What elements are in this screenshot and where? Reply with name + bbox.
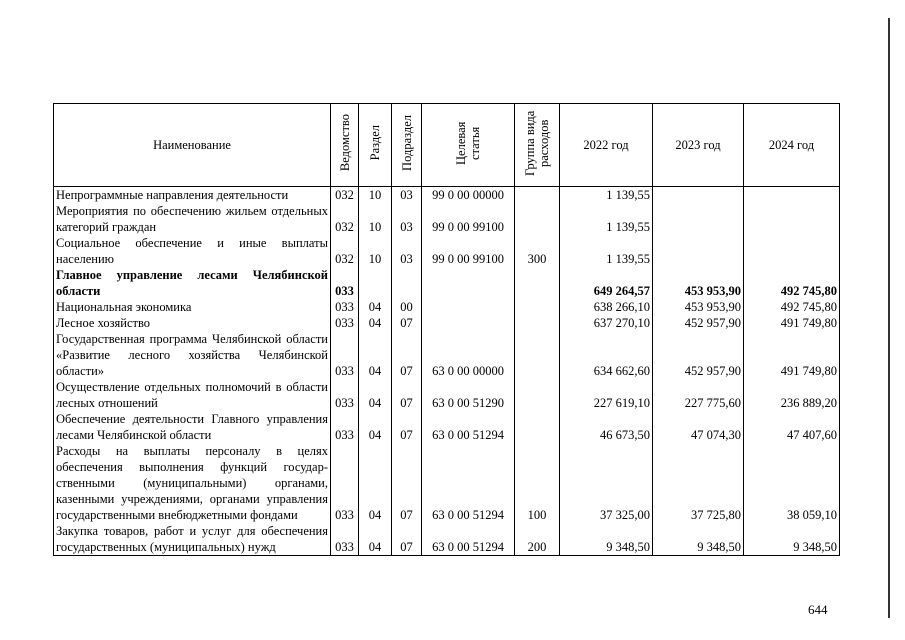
table-row bbox=[54, 187, 840, 204]
table-row bbox=[54, 523, 840, 556]
cell-podr bbox=[392, 267, 422, 299]
cell-target bbox=[422, 315, 515, 331]
cell-name: Расходы на выплаты персоналу в целях обеспечения выполнения функций государственными (муниципальными) органами, казенными учреждениями, органами управления государственными внебюджетными фондами bbox=[54, 443, 331, 523]
cell-y2022: 1 139,55 bbox=[560, 187, 653, 204]
cell-name: Национальная экономика bbox=[54, 299, 331, 315]
cell-y2024 bbox=[744, 203, 840, 235]
cell-target: 63 0 00 00000 bbox=[422, 331, 515, 379]
table-row bbox=[54, 443, 840, 523]
cell-group: 300 bbox=[515, 235, 560, 267]
cell-y2024: 47 407,60 bbox=[744, 411, 840, 443]
cell-ved: 033 bbox=[331, 523, 359, 556]
cell-name: Мероприятия по обеспечению жильем отдельных категорий граждан bbox=[54, 203, 331, 235]
cell-y2023 bbox=[653, 187, 744, 204]
cell-podr: 07 bbox=[392, 443, 422, 523]
cell-y2023: 453 953,90 bbox=[653, 299, 744, 315]
cell-podr: 07 bbox=[392, 379, 422, 411]
cell-y2023: 37 725,80 bbox=[653, 443, 744, 523]
cell-y2023: 9 348,50 bbox=[653, 523, 744, 556]
cell-razd: 04 bbox=[359, 331, 392, 379]
cell-y2022: 1 139,55 bbox=[560, 235, 653, 267]
cell-y2023: 453 953,90 bbox=[653, 267, 744, 299]
cell-ved: 032 bbox=[331, 235, 359, 267]
cell-ved: 033 bbox=[331, 315, 359, 331]
cell-ved: 032 bbox=[331, 187, 359, 204]
cell-target: 99 0 00 99100 bbox=[422, 203, 515, 235]
header-2023: 2023 год bbox=[653, 104, 744, 187]
table-row bbox=[54, 379, 840, 411]
cell-y2022: 649 264,57 bbox=[560, 267, 653, 299]
cell-podr: 07 bbox=[392, 331, 422, 379]
header-podrazdel: Подраздел bbox=[392, 104, 422, 187]
cell-y2024: 491 749,80 bbox=[744, 315, 840, 331]
cell-y2024: 9 348,50 bbox=[744, 523, 840, 556]
table-row bbox=[54, 299, 840, 315]
page-edge-line bbox=[888, 18, 890, 618]
header-name: Наименование bbox=[54, 104, 331, 187]
cell-razd: 04 bbox=[359, 315, 392, 331]
cell-y2022: 9 348,50 bbox=[560, 523, 653, 556]
cell-razd: 10 bbox=[359, 235, 392, 267]
cell-group bbox=[515, 267, 560, 299]
cell-y2023: 47 074,30 bbox=[653, 411, 744, 443]
table-row bbox=[54, 203, 840, 235]
cell-name: Главное управление лесами Челябинской области bbox=[54, 267, 331, 299]
cell-y2022: 1 139,55 bbox=[560, 203, 653, 235]
table-row bbox=[54, 315, 840, 331]
cell-target: 63 0 00 51290 bbox=[422, 379, 515, 411]
cell-target: 99 0 00 99100 bbox=[422, 235, 515, 267]
cell-razd: 04 bbox=[359, 379, 392, 411]
table-row bbox=[54, 267, 840, 299]
cell-group bbox=[515, 411, 560, 443]
cell-y2024: 492 745,80 bbox=[744, 299, 840, 315]
cell-y2023: 227 775,60 bbox=[653, 379, 744, 411]
cell-name: Обеспечение деятельности Главного управления лесами Челябинской области bbox=[54, 411, 331, 443]
cell-target: 63 0 00 51294 bbox=[422, 443, 515, 523]
cell-podr: 07 bbox=[392, 315, 422, 331]
cell-ved: 033 bbox=[331, 411, 359, 443]
cell-razd: 10 bbox=[359, 187, 392, 204]
cell-group: 200 bbox=[515, 523, 560, 556]
cell-podr: 07 bbox=[392, 523, 422, 556]
cell-target: 63 0 00 51294 bbox=[422, 411, 515, 443]
cell-razd: 10 bbox=[359, 203, 392, 235]
cell-y2023 bbox=[653, 235, 744, 267]
page-number: 644 bbox=[808, 602, 828, 617]
cell-y2022: 638 266,10 bbox=[560, 299, 653, 315]
cell-razd bbox=[359, 267, 392, 299]
cell-ved: 033 bbox=[331, 299, 359, 315]
cell-group bbox=[515, 299, 560, 315]
cell-ved: 032 bbox=[331, 203, 359, 235]
cell-name: Государственная программа Челябинской области «Развитие лесного хозяйства Челябинской области» bbox=[54, 331, 331, 379]
header-vedomstvo: Ведомство bbox=[331, 104, 359, 187]
cell-ved: 033 bbox=[331, 379, 359, 411]
cell-y2022: 37 325,00 bbox=[560, 443, 653, 523]
budget-table bbox=[53, 103, 840, 556]
header-razdel: Раздел bbox=[359, 104, 392, 187]
cell-y2023: 452 957,90 bbox=[653, 315, 744, 331]
cell-y2024: 492 745,80 bbox=[744, 267, 840, 299]
header-2024: 2024 год bbox=[744, 104, 840, 187]
cell-name: Лесное хозяйство bbox=[54, 315, 331, 331]
cell-name: Непрограммные направления деятельности bbox=[54, 187, 331, 204]
cell-name: Социальное обеспечение и иные выплаты населению bbox=[54, 235, 331, 267]
cell-razd: 04 bbox=[359, 523, 392, 556]
cell-ved: 033 bbox=[331, 331, 359, 379]
cell-y2023 bbox=[653, 203, 744, 235]
cell-y2024: 236 889,20 bbox=[744, 379, 840, 411]
cell-podr: 03 bbox=[392, 187, 422, 204]
cell-podr: 03 bbox=[392, 235, 422, 267]
cell-target: 63 0 00 51294 bbox=[422, 523, 515, 556]
cell-group bbox=[515, 331, 560, 379]
cell-group bbox=[515, 187, 560, 204]
cell-razd: 04 bbox=[359, 411, 392, 443]
cell-y2022: 634 662,60 bbox=[560, 331, 653, 379]
header-target: Целевая статья bbox=[422, 104, 515, 187]
cell-podr: 07 bbox=[392, 411, 422, 443]
cell-razd: 04 bbox=[359, 299, 392, 315]
cell-podr: 03 bbox=[392, 203, 422, 235]
cell-y2024: 491 749,80 bbox=[744, 331, 840, 379]
cell-name: Осуществление отдельных полномочий в области лесных отношений bbox=[54, 379, 331, 411]
cell-podr: 00 bbox=[392, 299, 422, 315]
cell-ved: 033 bbox=[331, 267, 359, 299]
cell-group: 100 bbox=[515, 443, 560, 523]
cell-y2023: 452 957,90 bbox=[653, 331, 744, 379]
cell-name: Закупка товаров, работ и услуг для обеспечения государственных (муниципальных) нужд bbox=[54, 523, 331, 556]
table-header-row bbox=[54, 104, 840, 187]
cell-y2024 bbox=[744, 187, 840, 204]
cell-target bbox=[422, 299, 515, 315]
header-2022: 2022 год bbox=[560, 104, 653, 187]
cell-y2024: 38 059,10 bbox=[744, 443, 840, 523]
table-row bbox=[54, 411, 840, 443]
cell-group bbox=[515, 203, 560, 235]
cell-y2024 bbox=[744, 235, 840, 267]
cell-y2022: 637 270,10 bbox=[560, 315, 653, 331]
cell-ved: 033 bbox=[331, 443, 359, 523]
cell-target bbox=[422, 267, 515, 299]
cell-y2022: 227 619,10 bbox=[560, 379, 653, 411]
cell-group bbox=[515, 379, 560, 411]
header-group: Группа вида расходов bbox=[515, 104, 560, 187]
table-row bbox=[54, 235, 840, 267]
cell-y2022: 46 673,50 bbox=[560, 411, 653, 443]
cell-group bbox=[515, 315, 560, 331]
table-row bbox=[54, 331, 840, 379]
cell-razd: 04 bbox=[359, 443, 392, 523]
cell-target: 99 0 00 00000 bbox=[422, 187, 515, 204]
